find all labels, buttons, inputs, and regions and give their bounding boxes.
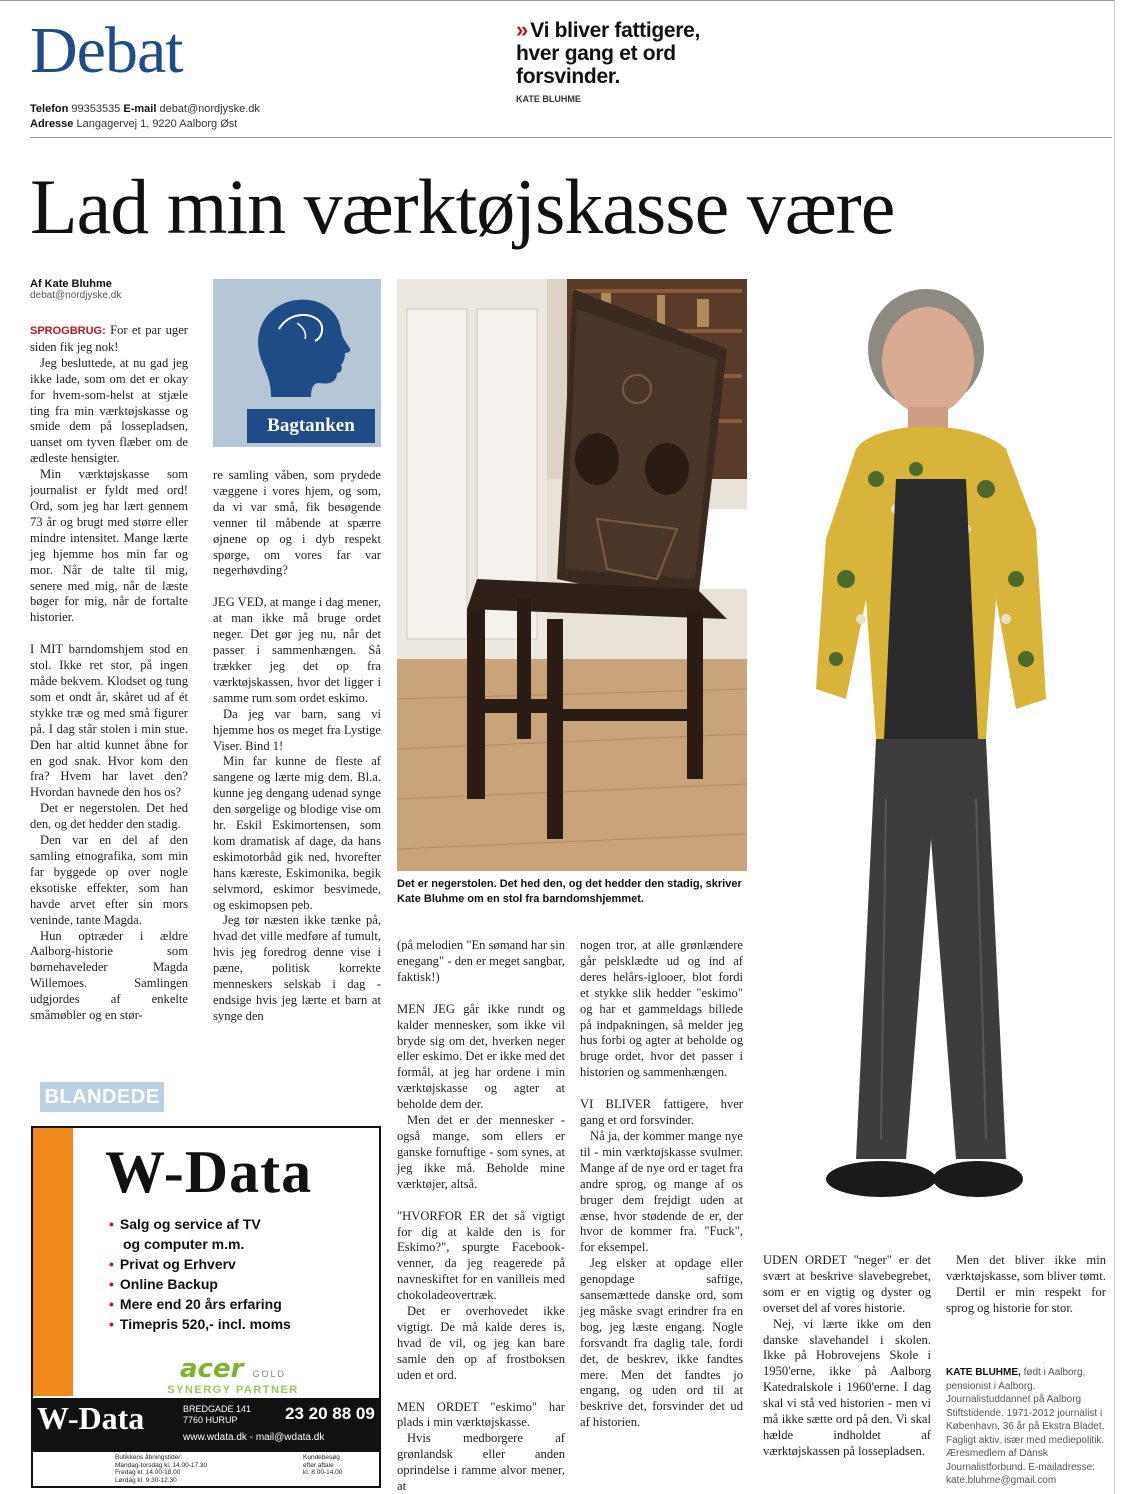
ad-item: • Salg og service af TV og computer m.m. (109, 1216, 261, 1252)
article-column-6: Men det bliver ikke min værktøjskasse, som bliver tømt. Dertil er min respekt for sprog og historie for stor. (946, 1253, 1106, 1315)
author-portrait-image (716, 279, 1114, 1219)
ad-item: • Privat og Erhverv (109, 1256, 236, 1272)
bagtanken-box (213, 279, 381, 447)
article-column-2: re samling våben, som prydede væggene i vores hjem, og som, da vi var små, fik besøgende venner til måbende at spærre øjnene op og i dyb respekt spørge, om vores far var negerhøvding? JEG VED, at mange i dag mener, at man ikke må bruge ordet neger. Det gør jeg nu, når det passer i sammenhængen. Så trækker jeg det op fra værktøjskassen, hvor det ligger i samme rum som ordet eskimo. Da jeg var barn, sang vi hjemme hos os meget fra Lystige Viser. Bind 1! Min far kunne de fleste af sangene og lærte mig dem. Bl.a. kunne jeg dengang udenad synge den sørgelige og blodige vise om hr. Eskil Eskimortensen, som kom dramatisk af dage, da hans eskimotorbåd gik ned, hvorefter hans kæreste, Eskimonika, begik selvmord, eskimor besvimede, og eskimopsen peb. Jeg tør næsten ikke tænke på, hvad det ville medføre af tumult, hvis jeg foredrog denne vise i pæne, politisk korrekte menneskers selskab i dag - endsige hvis jeg lærte et barn at synge den (213, 468, 381, 1023)
bullet-icon: • (109, 1316, 114, 1332)
author-portrait (716, 279, 1114, 1219)
ad-web-link[interactable]: www.wdata.dk (183, 1432, 247, 1443)
byline-email[interactable]: debat@nordjyske.dk (30, 290, 122, 301)
photo-caption: Det er negerstolen. Det hed den, og det hedder den stadig, skriver Kate Bluhme om en stol fra barndomshjemmet. (397, 878, 742, 905)
right-border (1114, 0, 1115, 1494)
byline: Af Kate Bluhme debat@nordjyske.dk (30, 278, 122, 301)
bagtanken-label: Bagtanken (247, 409, 375, 443)
ad-footer (33, 1398, 379, 1452)
quote-mark-icon: » (516, 17, 525, 42)
quote-author: KATE BLUHME (516, 94, 581, 104)
article-column-3: (på melodien "En sømand har sin enegang" - den er meget sangbar, faktisk!) MEN JEG går ikke rundt og kalder mennesker, som ikke vil bryde sig om det, hverken neger eller eskimo. Det er ikke med det formål, at jeg har ordene i min værktøjskasse og agter at beholde dem der. Men det er der mennesker - også mange, som ellers er ganske fornuftige - som synes, at jeg ikke må. Beholde mine værktøjer, altså. "HVORFOR ER det så vigtigt for dig at kalde den is for Eskimo?", spurgte Facebook-venner, da jeg reagerede på navneskiftet for en vanilleis med chokoladeovertræk. Det er overhovedet ikke vigtigt. De må kalde deres is, hvad de vil, og jeg kan bare samle den op af frostboksen uden et ord. MEN ORDET "eskimo" har plads i min værktøjskasse. Hvis medborgere af grønlandsk eller anden oprindelse i ramme alvor mener, at (397, 938, 565, 1494)
ad-mail-link[interactable]: mail@wdata.dk (255, 1432, 325, 1443)
bullet-icon: • (109, 1296, 114, 1312)
ad-visit-info: Kundebesøg efter aftale kl. 8.00-14.00 (303, 1454, 343, 1476)
ad-opening-hours: Butikkens åbningstider: Mandag-torsdag kl. 14.00-17.30 Fredag kl. 14.00-18.00 Lørdag kl. 9.30-12.30 (115, 1454, 208, 1484)
author-bio: KATE BLUHME, født i Aalborg, pensionist i Aalborg. Journalistuddannet på Aalborg Stiftstidende. 1971-2012 journalist i København, 36 år på Ekstra Bladet. Fagligt aktiv, især med mediepolitik. Æresmedlem af Dansk Journalistforbund. E-mailadresse: kate.bluhme@gmail.com (946, 1367, 1105, 1486)
ad-item: • Timepris 520,- incl. moms (109, 1316, 291, 1332)
acer-partner-logo: acer GOLD SYNERGY PARTNER (167, 1354, 299, 1396)
header-divider (30, 137, 1112, 138)
headline: Lad min værktøjskasse være (30, 163, 895, 250)
article-column-1: SPROGBRUG: For et par uger siden fik jeg nok! Jeg besluttede, at nu gad jeg ikke lade, som om det er okay for hvem-som-helst at stjæle ting fra min værktøjskasse og smide dem på lossepladsen, uanset om tyven flæber om de ædleste hensigter. Min værktøjskasse som journalist er fyldt med ord! Ord, som jeg har lært gennem 73 år og brugt med større eller mindre intensitet. Mange lærte jeg hjemme hos min far og mor. Når de talte til mig, senere med mig, når de læste bøger for mig, når de fortalte historier. I MIT barndomshjem stod en stol. Ikke ret stor, på ingen måde bekvem. Klodset og tung som et ondt år, skåret ud af ét stykke træ og med små figurer på. I dag står stolen i min stue. Den har altid kunnet åbne for en god snak. Hvor kom den fra? Hvem har lavet den? Hvordan havnede den hos os? Det er negerstolen. Det hed den, og det hedder den stadig. Den var en del af den samling etnografika, som min far byggede op over nogle eksotiske effekter, som han havde arvet efter sin mors veninde, tante Magda. Hun optræder i ældre Aalborg-historie som børnehaveleder Magda Willemoes. Samlingen udgjordes af enkelte småmøbler og en stør- (30, 323, 188, 1023)
ad-orange-bar (33, 1128, 73, 1396)
blandede-label: BLANDEDE (40, 1082, 164, 1112)
ad-footer-logo: W-Data (37, 1400, 145, 1436)
ad-item: • Mere end 20 års erfaring (109, 1296, 282, 1312)
ad-logo: W-Data (105, 1139, 313, 1205)
bullet-icon: • (109, 1256, 114, 1272)
chair-photo (397, 279, 747, 871)
section-title: Debat (30, 14, 183, 87)
ad-address: BREDGADE 141 7760 HURUP (183, 1404, 252, 1425)
article-column-4: nogen tror, at alle grønlændere går pelsklædte ud og ind af deres helårs-iglooer, blot fordi et stykke slik hedder "eskimo" og har et gammeldags billede på indpakningen, så melder jeg hus forbi og agter at beholde og bruge ordet, hvor det passer i historien og sammenhængen. VI BLIVER fattigere, hver gang et ord forsvinder. Nå ja, der kommer mange nye til - min værktøjskasse svulmer. Mange af de nye ord er taget fra andre sprog, og mange af os bruger dem frejdigt uden at ænse, hvor stødende de er, der hvor de kommer fra. "Fuck", for eksempel. Jeg elsker at opdage eller genopdage saftige, sansemættede danske ord, som jeg måske svagt erindrer fra en bog, jeg læste engang. Nogle forsvandt fra daglig tale, fordi det, de beskrev, ikke fandtes mere. Men det fandtes jo engang, og uden ord til at beskrive det, forsvinder det ud af historien. (580, 938, 743, 1430)
article-column-5: UDEN ORDET "neger" er det svært at beskrive slavebegrebet, som er en vigtig og dyster og overset del af vores historie. Nej, vi lærte ikke om den danske slavehandel i skolen. Ikke på Hobrovejens Skole i 1950'erne, ikke på Aalborg Katedralskole i 1960'erne. I dag skal vi stå ved historien - men vi må ikke sætte ord på den. Vi skal hælde indholdet af værktøjskassen på lossepladsen. (763, 1253, 931, 1458)
ad-service-list (109, 1214, 369, 1334)
head-profile-icon (213, 279, 381, 409)
ad-web: www.wdata.dk - mail@wdata.dk (183, 1432, 325, 1443)
ad-phone[interactable]: 23 20 88 09 (285, 1404, 375, 1423)
top-rule (0, 0, 1114, 1)
bullet-icon: • (109, 1216, 114, 1232)
contact-info: Telefon 99353535 E-mail debat@nordjyske.dk Adresse Langagervej 1, 9220 Aalborg Øst (30, 103, 260, 130)
pull-quote: » Vi bliver fattigere, hver gang et ord forsvinder. KATE BLUHME (516, 17, 701, 104)
contact-email[interactable]: debat@nordjyske.dk (159, 103, 260, 115)
lead-label: SPROGBRUG: (30, 325, 106, 337)
wdata-ad[interactable] (31, 1126, 381, 1488)
ad-item: • Online Backup (109, 1276, 218, 1292)
chair-image (397, 279, 747, 871)
bullet-icon: • (109, 1276, 114, 1292)
